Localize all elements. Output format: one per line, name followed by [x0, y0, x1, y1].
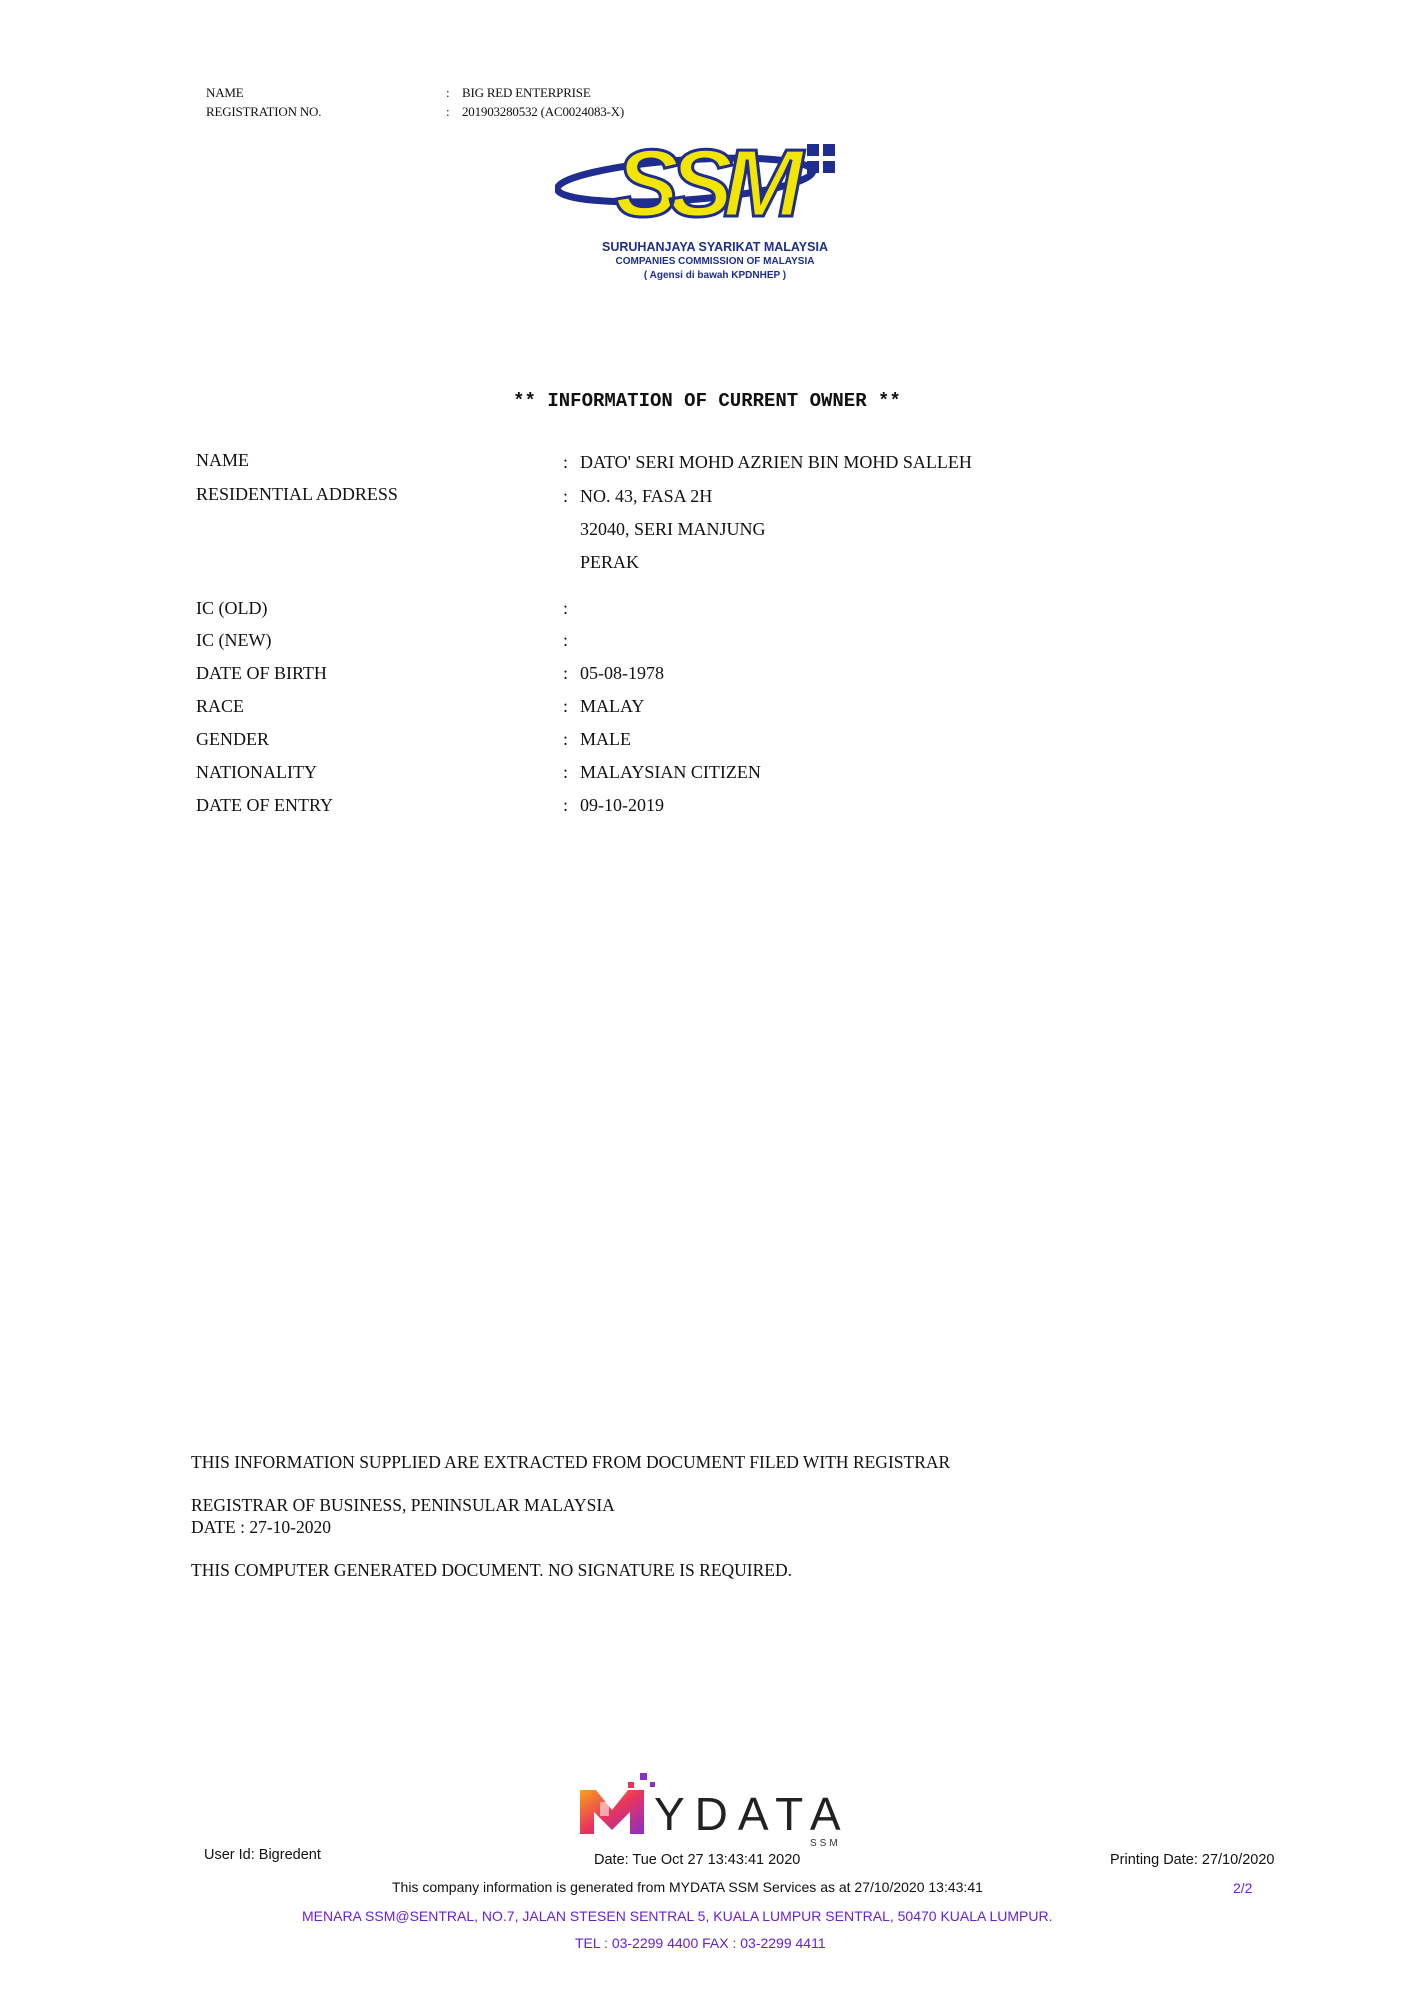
- owner-nationality-colon: :: [563, 762, 569, 782]
- owner-dob-label: DATE OF BIRTH: [196, 663, 327, 683]
- header-reg-colon: :: [446, 104, 450, 119]
- owner-ic-new-colon: :: [563, 630, 569, 650]
- header-reg-label: REGISTRATION NO.: [206, 104, 322, 119]
- ssm-logo: [555, 128, 865, 238]
- note-date: DATE : 27-10-2020: [191, 1517, 331, 1537]
- footer-generated-note: This company information is generated from MYDATA SSM Services as at 27/10/2020 13:43:41: [392, 1879, 983, 1895]
- owner-address-line-3: PERAK: [580, 552, 640, 572]
- owner-nationality-label: NATIONALITY: [196, 762, 317, 782]
- owner-race-label: RACE: [196, 696, 245, 716]
- mydata-logo: [578, 1770, 848, 1850]
- footer-date: Date: Tue Oct 27 13:43:41 2020: [594, 1852, 801, 1868]
- owner-ic-new-label: IC (NEW): [196, 630, 272, 650]
- header-reg-value: 201903280532 (AC0024083-X): [462, 104, 624, 119]
- owner-ic-old-colon: :: [563, 598, 569, 618]
- header-name-colon: :: [446, 85, 450, 100]
- owner-address-label: RESIDENTIAL ADDRESS: [196, 484, 398, 504]
- note-extracted: THIS INFORMATION SUPPLIED ARE EXTRACTED FROM DOCUMENT FILED WITH REGISTRAR: [191, 1452, 951, 1472]
- ssm-agency-note: ( Agensi di bawah KPDNHEP ): [643, 270, 787, 281]
- note-registrar: REGISTRAR OF BUSINESS, PENINSULAR MALAYSIA: [191, 1495, 615, 1515]
- footer-user-id: User Id: Bigredent: [204, 1847, 321, 1863]
- ssm-logo-text: SSM: [615, 130, 794, 237]
- owner-dob-colon: :: [563, 663, 569, 683]
- owner-ic-old-label: IC (OLD): [196, 598, 268, 618]
- owner-race-value: MALAY: [580, 696, 645, 716]
- owner-gender-colon: :: [563, 729, 569, 749]
- owner-entry-label: DATE OF ENTRY: [196, 795, 334, 815]
- footer-page-number: 2/2: [1233, 1880, 1253, 1896]
- mydata-logo-sub: SSM: [810, 1838, 841, 1849]
- owner-gender-value: MALE: [580, 729, 631, 749]
- owner-address-line-1: NO. 43, FASA 2H: [580, 486, 713, 506]
- ssm-logo-graphic: [555, 128, 865, 238]
- ssm-name-malay: SURUHANJAYA SYARIKAT MALAYSIA: [602, 240, 828, 254]
- header-name-label: NAME: [206, 85, 244, 100]
- owner-race-colon: :: [563, 696, 569, 716]
- footer-address: MENARA SSM@SENTRAL, NO.7, JALAN STESEN SENTRAL 5, KUALA LUMPUR SENTRAL, 50470 KUALA LUMPUR.: [302, 1908, 1053, 1924]
- owner-nationality-value: MALAYSIAN CITIZEN: [580, 762, 761, 782]
- note-computer-generated: THIS COMPUTER GENERATED DOCUMENT. NO SIGNATURE IS REQUIRED.: [191, 1560, 792, 1580]
- owner-entry-value: 09-10-2019: [580, 795, 664, 815]
- mydata-logo-text: YDATA: [654, 1788, 848, 1840]
- owner-name-colon: :: [563, 452, 569, 472]
- owner-address-line-2: 32040, SERI MANJUNG: [580, 519, 766, 539]
- footer-contact: TEL : 03-2299 4400 FAX : 03-2299 4411: [575, 1935, 826, 1951]
- page-title: ** INFORMATION OF CURRENT OWNER **: [513, 390, 901, 412]
- owner-name-label: NAME: [196, 450, 249, 470]
- ssm-name-english: COMPANIES COMMISSION OF MALAYSIA: [615, 256, 815, 267]
- owner-dob-value: 05-08-1978: [580, 663, 664, 683]
- owner-address-colon: :: [563, 486, 569, 506]
- owner-entry-colon: :: [563, 795, 569, 815]
- owner-gender-label: GENDER: [196, 729, 269, 749]
- owner-name-value: DATO' SERI MOHD AZRIEN BIN MOHD SALLEH: [580, 452, 972, 472]
- header-name-value: BIG RED ENTERPRISE: [462, 85, 591, 100]
- mydata-logo-graphic: [578, 1770, 848, 1850]
- footer-printing-date: Printing Date: 27/10/2020: [1110, 1852, 1275, 1868]
